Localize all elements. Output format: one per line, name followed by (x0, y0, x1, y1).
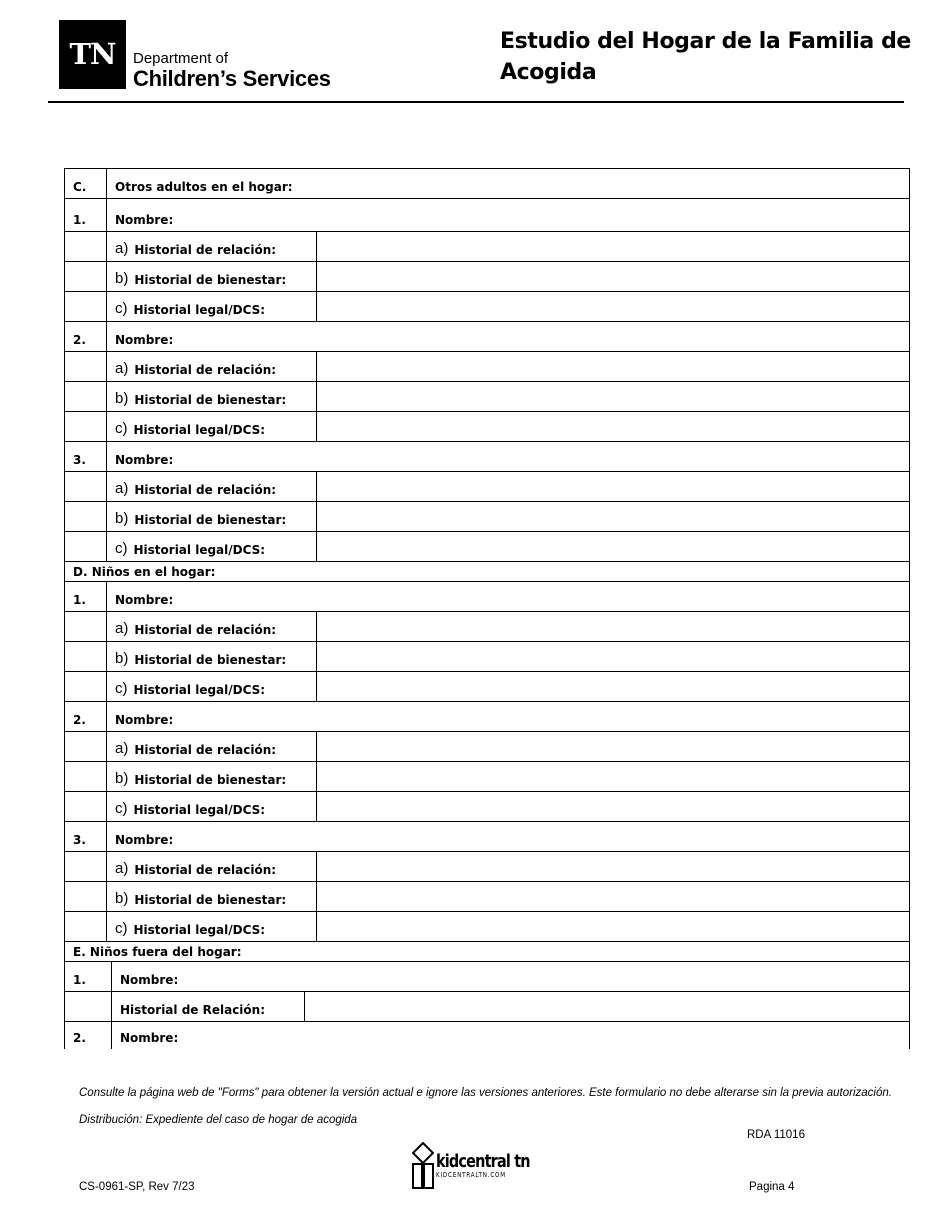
history-row (64, 731, 910, 761)
item-letter: c) (115, 540, 128, 557)
item-letter: a) (115, 480, 129, 497)
name-label-text: Nombre: (115, 333, 174, 347)
history-label-text: Historial legal/DCS: (133, 303, 266, 317)
form-id: CS-0961-SP, Rev 7/23 (79, 1181, 195, 1193)
history-label-text: Historial legal/DCS: (133, 923, 266, 937)
history-label-text: Historial de relación: (134, 363, 277, 377)
history-label-text: Historial de Relación: (120, 1003, 266, 1017)
entry-name-row (64, 1021, 910, 1049)
column-divider (111, 962, 112, 991)
item-letter: b) (115, 270, 129, 287)
history-row (64, 991, 910, 1021)
history-label (115, 352, 316, 381)
history-input[interactable] (317, 352, 909, 381)
history-label-text: Historial de bienestar: (134, 653, 287, 667)
entry-number (73, 582, 86, 611)
history-row (64, 881, 910, 911)
name-label-text: Nombre: (115, 833, 174, 847)
column-divider (106, 612, 107, 641)
history-label (115, 232, 316, 261)
column-divider (106, 822, 107, 851)
history-label (115, 792, 316, 821)
history-label (115, 852, 316, 881)
history-input[interactable] (317, 292, 909, 321)
history-input[interactable] (317, 412, 909, 441)
section-letter (73, 169, 86, 198)
name-label (120, 1022, 178, 1049)
name-label (115, 322, 173, 351)
column-divider (106, 199, 107, 231)
header-divider (48, 101, 904, 103)
entry-name-row (64, 321, 910, 351)
entry-name-row (64, 821, 910, 851)
item-letter: c) (115, 920, 128, 937)
section-title-text: Otros adultos en el hogar: (115, 180, 293, 194)
item-letter: b) (115, 770, 129, 787)
history-label (115, 762, 316, 791)
department-line2: Children’s Services (133, 66, 331, 91)
item-letter: a) (115, 240, 129, 257)
column-divider (106, 762, 107, 791)
column-divider (106, 852, 107, 881)
history-row (64, 411, 910, 441)
entry-number (73, 702, 86, 731)
column-divider (106, 232, 107, 261)
section-header-c (64, 168, 910, 198)
history-input[interactable] (317, 232, 909, 261)
history-label (115, 412, 316, 441)
history-label-text: Historial de relación: (134, 483, 277, 497)
item-letter: c) (115, 680, 128, 697)
history-input[interactable] (317, 532, 909, 561)
logo-underline (59, 86, 126, 89)
name-input[interactable] (177, 322, 909, 351)
name-label-text: Nombre: (115, 453, 174, 467)
name-input[interactable] (182, 962, 909, 991)
history-label-text: Historial de bienestar: (134, 893, 287, 907)
column-divider (106, 502, 107, 531)
footer-note: Consulte la página web de "Forms" para obtener la versión actual e ignore las versiones anteriores. Este formulario no debe alterarse sin la previa autorización. (79, 1087, 892, 1099)
section-title (73, 942, 242, 961)
name-label (115, 822, 173, 851)
form-table (64, 168, 910, 1049)
history-input[interactable] (317, 732, 909, 761)
item-letter: a) (115, 740, 129, 757)
entry-number (73, 199, 86, 231)
history-label-text: Historial de relación: (134, 623, 277, 637)
history-row (64, 641, 910, 671)
history-label (115, 472, 316, 501)
history-label (115, 382, 316, 411)
history-label-text: Historial legal/DCS: (133, 543, 266, 557)
history-input[interactable] (317, 792, 909, 821)
entry-number-text: 2. (73, 1031, 86, 1045)
history-row (64, 501, 910, 531)
history-input[interactable] (317, 912, 909, 941)
section-title-text: D. Niños en el hogar: (73, 565, 216, 579)
entry-number-text: 1. (73, 973, 86, 987)
history-label-text: Historial de relación: (134, 243, 277, 257)
history-label (115, 882, 316, 911)
column-divider (106, 322, 107, 351)
name-label-text: Nombre: (115, 593, 174, 607)
entry-number (73, 822, 86, 851)
item-letter: b) (115, 510, 129, 527)
history-label-text: Historial de bienestar: (134, 513, 287, 527)
history-input[interactable] (305, 992, 909, 1021)
item-letter: b) (115, 890, 129, 907)
history-label (115, 732, 316, 761)
page-number: Pagina 4 (749, 1181, 795, 1193)
entry-number (73, 322, 86, 351)
name-label-text: Nombre: (120, 973, 179, 987)
history-row (64, 911, 910, 941)
history-input[interactable] (317, 612, 909, 641)
entry-number-text: 1. (73, 593, 86, 607)
entry-number-text: 3. (73, 453, 86, 467)
column-divider (106, 702, 107, 731)
history-input[interactable] (317, 502, 909, 531)
name-label (115, 582, 173, 611)
column-divider (106, 292, 107, 321)
item-letter: c) (115, 300, 128, 317)
history-input[interactable] (317, 262, 909, 291)
history-label-text: Historial legal/DCS: (133, 803, 266, 817)
column-divider (106, 352, 107, 381)
column-divider (106, 169, 107, 198)
column-divider (106, 472, 107, 501)
section-title (73, 562, 215, 581)
history-row (64, 291, 910, 321)
entry-number-text: 1. (73, 213, 86, 227)
history-row (64, 351, 910, 381)
entry-number (73, 442, 86, 471)
section-header-e (64, 941, 910, 961)
name-input[interactable] (177, 702, 909, 731)
item-letter: c) (115, 420, 128, 437)
history-input[interactable] (317, 472, 909, 501)
name-label (115, 199, 173, 231)
history-label (115, 532, 316, 561)
column-divider (106, 672, 107, 701)
history-input[interactable] (317, 762, 909, 791)
rda-number: RDA 11016 (747, 1129, 805, 1141)
history-label (115, 612, 316, 641)
kidcentral-wordmark: kidcentral tn (436, 1151, 530, 1172)
history-row (64, 851, 910, 881)
name-input[interactable] (177, 199, 909, 231)
column-divider (106, 382, 107, 411)
history-label-text: Historial legal/DCS: (133, 423, 266, 437)
section-title (115, 169, 293, 198)
history-label (115, 642, 316, 671)
name-label-text: Nombre: (115, 213, 174, 227)
logo-text: TN (69, 37, 116, 71)
tn-logo (59, 20, 126, 88)
history-input[interactable] (317, 382, 909, 411)
entry-name-row (64, 441, 910, 471)
column-divider (106, 582, 107, 611)
item-letter: a) (115, 860, 129, 877)
history-label-text: Historial de bienestar: (134, 393, 287, 407)
item-letter: a) (115, 620, 129, 637)
name-label-text: Nombre: (115, 713, 174, 727)
column-divider (106, 642, 107, 671)
kidcentral-house-icon (412, 1142, 434, 1190)
page-title: Estudio del Hogar de la Familia de Acogida (500, 29, 911, 85)
name-input[interactable] (177, 822, 909, 851)
section-header-d (64, 561, 910, 581)
history-input[interactable] (317, 672, 909, 701)
history-label-text: Historial de bienestar: (134, 773, 287, 787)
history-label (120, 992, 304, 1021)
entry-number-text: 2. (73, 333, 86, 347)
department-line1: Department of (133, 50, 229, 67)
footer-distribution: Distribución: Expediente del caso de hogar de acogida (79, 1114, 358, 1126)
history-label-text: Historial legal/DCS: (133, 683, 266, 697)
history-label-text: Historial de relación: (134, 743, 277, 757)
history-row (64, 231, 910, 261)
name-label-text: Nombre: (120, 1031, 179, 1045)
name-input[interactable] (177, 582, 909, 611)
column-divider (111, 992, 112, 1021)
kidcentral-url: KIDCENTRALTN.COM (436, 1171, 506, 1179)
column-divider (106, 412, 107, 441)
column-divider (106, 792, 107, 821)
name-label (115, 442, 173, 471)
column-divider (106, 882, 107, 911)
entry-name-row (64, 961, 910, 991)
section-title-text: E. Niños fuera del hogar: (73, 945, 242, 959)
history-row (64, 471, 910, 501)
history-input[interactable] (317, 642, 909, 671)
history-label (115, 672, 316, 701)
entry-number (73, 962, 86, 991)
column-divider (106, 732, 107, 761)
entry-number-text: 2. (73, 713, 86, 727)
history-label (115, 912, 316, 941)
name-input[interactable] (182, 1022, 909, 1049)
history-input[interactable] (317, 852, 909, 881)
history-row (64, 791, 910, 821)
column-divider (106, 262, 107, 291)
name-label (115, 702, 173, 731)
column-divider (106, 442, 107, 471)
history-row (64, 261, 910, 291)
history-input[interactable] (317, 882, 909, 911)
entry-name-row (64, 198, 910, 231)
section-letter-text: C. (73, 180, 87, 194)
item-letter: c) (115, 800, 128, 817)
history-label (115, 262, 316, 291)
history-row (64, 761, 910, 791)
history-label (115, 292, 316, 321)
history-row (64, 611, 910, 641)
name-input[interactable] (177, 442, 909, 471)
column-divider (111, 1022, 112, 1049)
entry-number-text: 3. (73, 833, 86, 847)
item-letter: a) (115, 360, 129, 377)
history-row (64, 671, 910, 701)
item-letter: b) (115, 390, 129, 407)
history-label-text: Historial de relación: (134, 863, 277, 877)
history-label-text: Historial de bienestar: (134, 273, 287, 287)
column-divider (106, 912, 107, 941)
entry-name-row (64, 701, 910, 731)
history-row (64, 381, 910, 411)
history-label (115, 502, 316, 531)
entry-number (73, 1022, 86, 1049)
column-divider (106, 532, 107, 561)
name-label (120, 962, 178, 991)
kidcentral-logo (412, 1142, 553, 1190)
item-letter: b) (115, 650, 129, 667)
entry-name-row (64, 581, 910, 611)
history-row (64, 531, 910, 561)
